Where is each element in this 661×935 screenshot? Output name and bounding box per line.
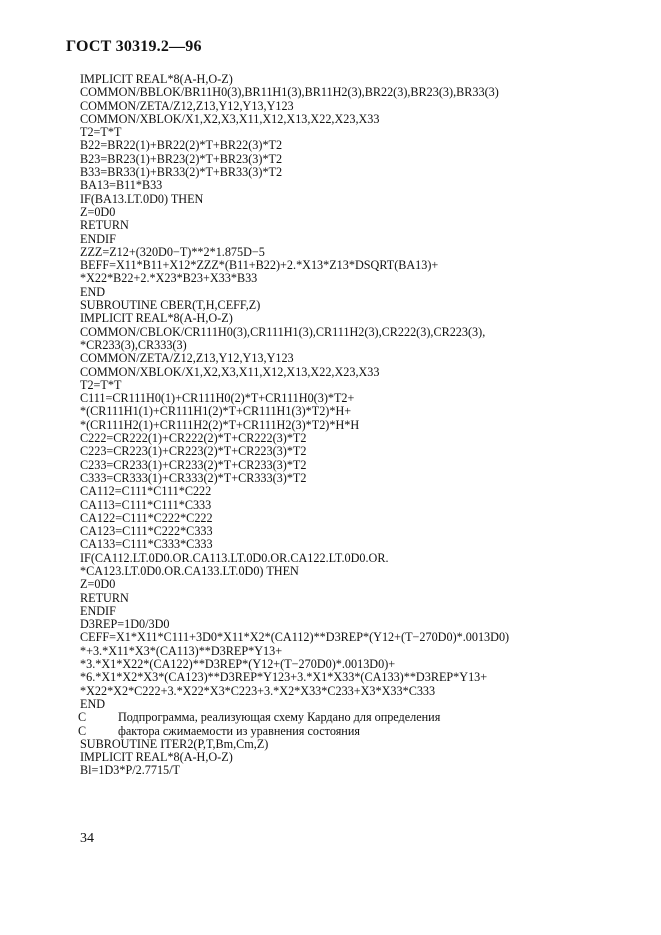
code-text: IF(CA112.LT.0D0.OR.CA113.LT.0D0.OR.CA122.LT.0D0.OR.	[80, 551, 389, 565]
code-line	[80, 671, 640, 684]
code-line	[80, 618, 640, 631]
code-text: C222=CR222(1)+CR222(2)*T+CR222(3)*T2	[80, 432, 307, 446]
code-text: B23=BR23(1)+BR23(2)*T+BR23(3)*T2	[80, 152, 283, 166]
code-line	[80, 764, 640, 777]
code-line	[80, 631, 640, 644]
code-line	[80, 472, 640, 485]
code-line	[80, 286, 640, 299]
comment-marker: C	[78, 710, 87, 725]
code-text: *X22*X2*C222+3.*X22*X3*C223+3.*X2*X33*C233+X3*X33*C333	[80, 684, 436, 698]
code-line	[80, 73, 640, 86]
code-text: C223=CR223(1)+CR223(2)*T+CR223(3)*T2	[80, 445, 307, 459]
code-line	[80, 206, 640, 219]
code-text: *3.*X1*X22*(CA122)**D3REP*(Y12+(T−270D0)*.0013D0)+	[80, 658, 396, 672]
code-text: D3REP=1D0/3D0	[80, 618, 170, 632]
code-text: SUBROUTINE CBER(T,H,CEFF,Z)	[80, 299, 261, 313]
code-text: B22=BR22(1)+BR22(2)*T+BR22(3)*T2	[80, 139, 283, 153]
code-line	[80, 312, 640, 325]
comment-marker: C	[78, 723, 87, 738]
code-text: C111=CR111H0(1)+CR111H0(2)*T+CR111H0(3)*T2+	[80, 392, 355, 406]
code-line	[80, 459, 640, 472]
code-text: SUBROUTINE ITER2(P,T,Bm,Cm,Z)	[80, 737, 269, 751]
code-text: Bl=1D3*P/2.7715/T	[80, 764, 180, 778]
code-line	[80, 578, 640, 591]
code-line	[80, 113, 640, 126]
code-text: *X22*B22+2.*X23*B23+X33*B33	[80, 272, 258, 286]
code-line	[80, 366, 640, 379]
code-line	[80, 538, 640, 551]
code-line	[80, 392, 640, 405]
code-line	[80, 605, 640, 618]
code-text: RETURN	[80, 591, 129, 605]
code-line	[80, 86, 640, 99]
code-text: T2=T*T	[80, 378, 122, 392]
code-text: RETURN	[80, 219, 129, 233]
code-line	[78, 711, 640, 724]
code-text: COMMON/ZETA/Z12,Z13,Y12,Y13,Y123	[80, 99, 294, 113]
code-text: IMPLICIT REAL*8(A-H,O-Z)	[80, 751, 233, 765]
code-text: CA113=C111*C111*C333	[80, 498, 212, 512]
code-line	[78, 725, 640, 738]
code-text: Z=0D0	[80, 205, 116, 219]
code-text: *(CR111H1(1)+CR111H1(2)*T+CR111H1(3)*T2)*H+	[80, 405, 352, 419]
code-text: CA122=C111*C222*C222	[80, 511, 213, 525]
document-header: ГОСТ 30319.2—96	[66, 38, 202, 55]
code-text: COMMON/XBLOK/X1,X2,X3,X11,X12,X13,X22,X23,X33	[80, 112, 380, 126]
code-line	[80, 379, 640, 392]
code-line	[80, 565, 640, 578]
code-text: ENDIF	[80, 604, 116, 618]
code-line	[80, 499, 640, 512]
code-text: CA123=C111*C222*C333	[80, 525, 213, 539]
code-text: B33=BR33(1)+BR33(2)*T+BR33(3)*T2	[80, 166, 283, 180]
code-line	[80, 100, 640, 113]
code-text: T2=T*T	[80, 126, 122, 140]
code-text: фактора сжимаемости из уравнения состояния	[118, 724, 360, 738]
code-line	[80, 339, 640, 352]
code-text: ENDIF	[80, 232, 116, 246]
code-line	[80, 153, 640, 166]
code-line	[80, 525, 640, 538]
code-line	[80, 512, 640, 525]
code-text: BEFF=X11*B11+X12*ZZZ*(B11+B22)+2.*X13*Z13*DSQRT(BA13)+	[80, 259, 439, 273]
code-line	[80, 698, 640, 711]
code-line	[80, 219, 640, 232]
code-line	[80, 193, 640, 206]
code-line	[80, 738, 640, 751]
code-line	[80, 751, 640, 764]
code-line	[80, 485, 640, 498]
code-text: CEFF=X1*X11*C111+3D0*X11*X2*(CA112)**D3REP*(Y12+(T−270D0)*.0013D0)	[80, 631, 510, 645]
code-text: COMMON/CBLOK/CR111H0(3),CR111H1(3),CR111H2(3),CR222(3),CR223(3),	[80, 325, 486, 339]
code-line	[80, 645, 640, 658]
code-text: *6.*X1*X2*X3*(CA123)**D3REP*Y123+3.*X1*X33*(CA133)**D3REP*Y13+	[80, 671, 488, 685]
code-text: Z=0D0	[80, 578, 116, 592]
code-line	[80, 299, 640, 312]
code-text: C233=CR233(1)+CR233(2)*T+CR233(3)*T2	[80, 458, 307, 472]
code-text: COMMON/ZETA/Z12,Z13,Y12,Y13,Y123	[80, 352, 294, 366]
code-text: BA13=B11*B33	[80, 179, 163, 193]
code-line	[80, 352, 640, 365]
code-text: *+3.*X11*X3*(CA113)**D3REP*Y13+	[80, 644, 283, 658]
code-text: IMPLICIT REAL*8(A-H,O-Z)	[80, 312, 233, 326]
code-text: IMPLICIT REAL*8(A-H,O-Z)	[80, 73, 233, 86]
code-line	[80, 432, 640, 445]
page-number: 34	[80, 831, 94, 846]
code-line	[80, 179, 640, 192]
code-line	[80, 685, 640, 698]
code-listing	[80, 73, 640, 778]
code-text: IF(BA13.LT.0D0) THEN	[80, 192, 204, 206]
code-text: CA133=C111*C333*C333	[80, 538, 213, 552]
code-line	[80, 233, 640, 246]
code-text: END	[80, 285, 106, 299]
code-line	[80, 166, 640, 179]
code-line	[80, 405, 640, 418]
code-text: *CR233(3),CR333(3)	[80, 338, 187, 352]
code-text: *(CR111H2(1)+CR111H2(2)*T+CR111H2(3)*T2)*H*H	[80, 418, 360, 432]
code-line	[80, 259, 640, 272]
code-line	[80, 592, 640, 605]
code-text: END	[80, 697, 106, 711]
code-text: ZZZ=Z12+(320D0−T)**2*1.875D−5	[80, 245, 265, 259]
code-text: COMMON/XBLOK/X1,X2,X3,X11,X12,X13,X22,X23,X33	[80, 365, 380, 379]
code-line	[80, 419, 640, 432]
code-text: C333=CR333(1)+CR333(2)*T+CR333(3)*T2	[80, 471, 307, 485]
code-line	[80, 445, 640, 458]
code-text: COMMON/BBLOK/BR11H0(3),BR11H1(3),BR11H2(3),BR22(3),BR23(3),BR33(3)	[80, 86, 499, 100]
code-line	[80, 246, 640, 259]
code-line	[80, 139, 640, 152]
code-line	[80, 326, 640, 339]
code-line	[80, 658, 640, 671]
code-text: Подпрограмма, реализующая схему Кардано для определения	[118, 711, 441, 725]
code-text: CA112=C111*C111*C222	[80, 485, 212, 499]
code-line	[80, 552, 640, 565]
code-line	[80, 272, 640, 285]
code-line	[80, 126, 640, 139]
code-text: *CA123.LT.0D0.OR.CA133.LT.0D0) THEN	[80, 564, 299, 578]
